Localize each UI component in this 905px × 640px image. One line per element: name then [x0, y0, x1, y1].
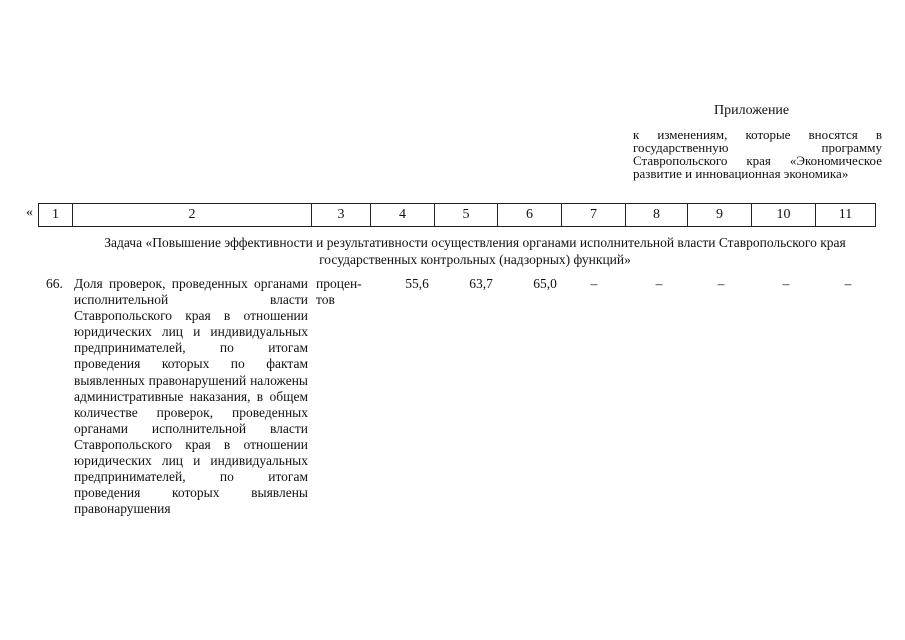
column-number-cell: 10 [752, 204, 816, 226]
appendix-title: Приложение [714, 103, 790, 118]
column-number-cell: 11 [838, 207, 853, 222]
column-number-row [38, 203, 876, 227]
task-heading: Задача «Повышение эффективности и результативности осуществления органами исполнительной власти Ставропольского края государственных контрольных (надзорных) функций» [104, 235, 846, 267]
indicator-name: Доля проверок, проведенных органами исполнительной власти Ставропольского края в отношении юридических лиц и индивидуальных предпринимателей, по итогам проведения которых по фактам выявленных правонарушений наложены административные наказания, в общем количестве проверок, проведенных органами исполнительной власти Ставропольского края в отношении юридических лиц и индивидуальных предпринимателей, по итогам проведения которых выявлены правонарушения [74, 276, 308, 517]
value-cell: 55,6 [405, 276, 429, 291]
column-number-cell: 6 [498, 204, 562, 226]
value-cell: 63,7 [469, 276, 493, 291]
column-number-cell: 9 [688, 204, 752, 226]
value-cell: – [717, 276, 725, 291]
table-row [0, 276, 905, 536]
column-number-cell: 7 [562, 204, 626, 226]
column-number-cell: 2 [73, 204, 312, 226]
opening-quote: « [26, 205, 33, 220]
column-number-cell: 5 [435, 204, 498, 226]
column-number-cell: 1 [39, 204, 73, 226]
column-number-cell: 4 [371, 204, 435, 226]
value-cell: – [844, 276, 852, 291]
column-number-cell: 3 [312, 204, 371, 226]
row-number: 66. [46, 276, 63, 291]
unit-of-measure: процен- тов [316, 276, 362, 308]
value-cell: – [655, 276, 663, 291]
value-cell: – [782, 276, 790, 291]
value-cell: 65,0 [533, 276, 557, 291]
column-number-cell: 8 [626, 204, 688, 226]
appendix-subtitle: к изменениям, которые вносятся в государственную программу Ставропольского края «Экономическое развитие и инновационная экономика» [633, 127, 882, 181]
value-cell: – [590, 276, 598, 291]
